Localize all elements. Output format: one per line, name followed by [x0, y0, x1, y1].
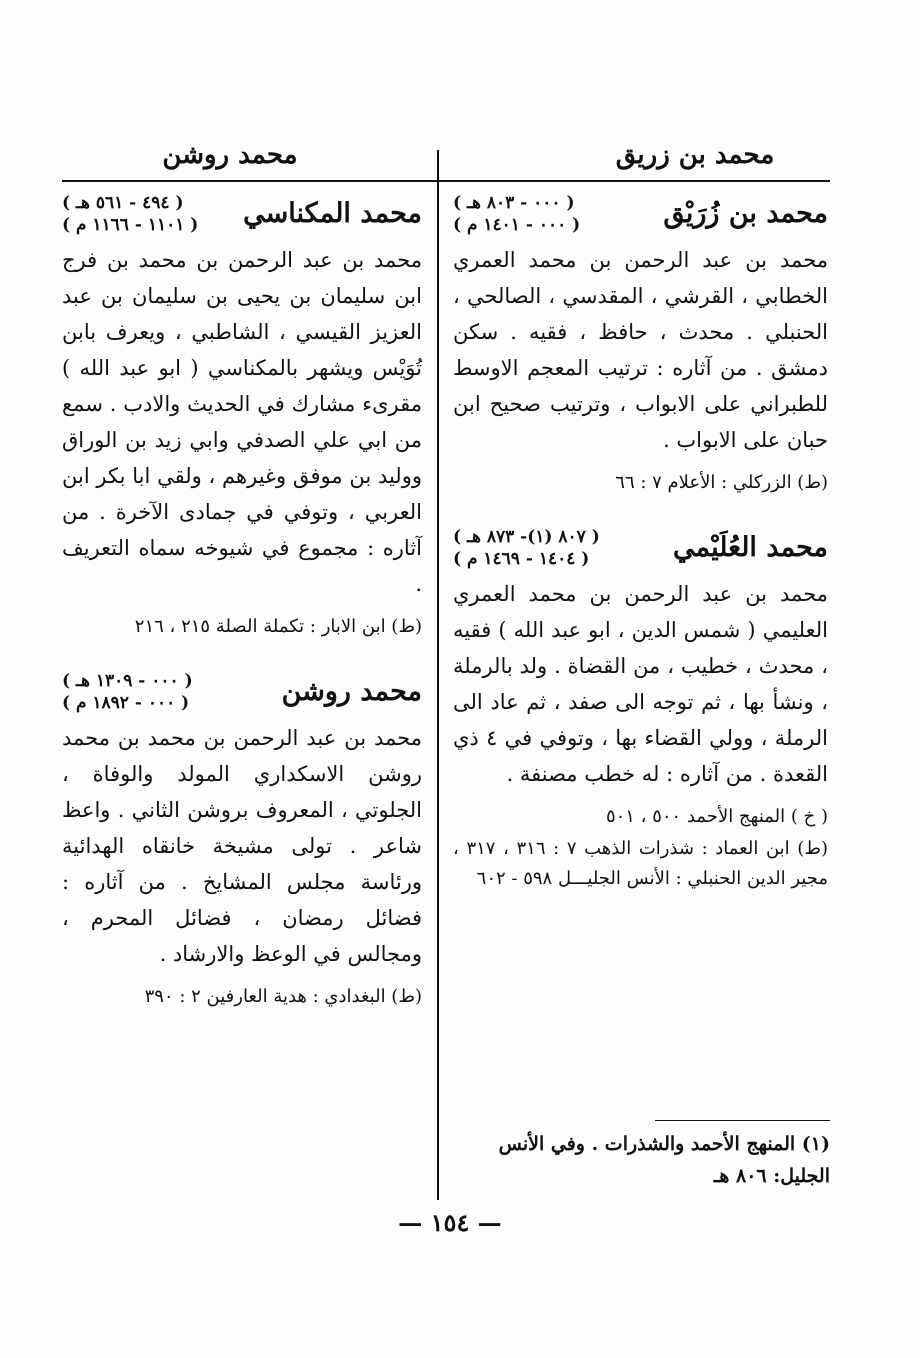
entry-title-ibn-zurayq	[453, 192, 828, 236]
entry-dates	[453, 192, 580, 236]
date-gregorian: ( ٠٠٠ - ١٤٠١ م )	[453, 215, 581, 235]
date-hijri: ( ٠٠٠ - ١٣٠٩ هـ )	[62, 671, 193, 691]
date-hijri: ( ٨٠٧ (١)- ٨٧٣ هـ )	[453, 527, 600, 547]
date-hijri: ( ٠٠٠ - ٨٠٣ هـ )	[453, 193, 575, 213]
date-gregorian: ( ٠٠٠ - ١٨٩٢ م )	[62, 693, 190, 713]
date-gregorian: ( ١١٠١ - ١١٦٦ م )	[62, 215, 199, 235]
entry-name: محمد روشن	[281, 676, 422, 707]
right-column	[453, 192, 828, 894]
entry-title-rawshan	[62, 670, 422, 714]
entry-source: (ط) ابن العماد : شذرات الذهب ٧ : ٣١٦ ، ٣١٧ ، مجير الدين الحنبلي : الأنس الجليـــل ٥٩٨ - ٦٠٢	[453, 838, 828, 889]
entry-body: محمد بن عبد الرحمن بن محمد بن فرج ابن سليمان بن يحيى بن سليمان بن عبد العزيز القيسي ، الشاطبي ، ويعرف بابن تُوَيْس ويشهر بالمكناسي ( ابو عبد الله ) مقرىء مشارك في الحديث والادب . سمع من ابي علي الصدفي وابي زيد بن الوراق ووليد بن موفق وغيرهم ، ولقي ابا بكر ابن العربي ، وتوفي في جمادى الآخرة . من آثاره : مجموع في شيوخه سماه التعريف .	[62, 248, 422, 596]
entry-body: محمد بن عبد الرحمن بن محمد العمري العليمي ( شمس الدين ، ابو عبد الله ) فقيه ، محدث ، خطيب ، من القضاة . ولد بالرملة ، ونشأ بها ، ثم توجه الى صفد ، ثم عاد الى الرملة ، وولي القضاء بها ، وتوفي في ٤ ذي القعدة . من آثاره : له خطب مصنفة .	[453, 582, 828, 786]
entry-name: محمد العُلَيْمي	[672, 532, 828, 563]
entry-source: (ط) البغدادي : هدية العارفين ٢ : ٣٩٠	[144, 986, 422, 1007]
entry-title-ulaymi	[453, 526, 828, 570]
running-header-left: محمد روشن	[162, 140, 298, 170]
entry-body: محمد بن عبد الرحمن بن محمد العمري الخطابي ، القرشي ، المقدسي ، الصالحي ، الحنبلي . محدث ، حافظ ، فقيه . سكن دمشق . من آثاره : ترتيب المعجم الاوسط للطبراني على الابواب ، وترتيب صحيح ابن حبان على الابواب .	[453, 248, 828, 452]
date-hijri: ( ٤٩٤ - ٥٦١ هـ )	[62, 193, 184, 213]
entry-name: محمد بن زُرَيْق	[663, 198, 828, 229]
left-column	[62, 192, 422, 1012]
date-gregorian: ( ١٤٠٤ - ١٤٦٩ م )	[453, 549, 590, 569]
entry-name: محمد المكناسي	[243, 198, 422, 229]
entry-dates	[62, 192, 198, 236]
footnote: (١) المنهج الأحمد والشذرات . وفي الأنس الجليل: ٨٠٦ هـ	[498, 1133, 830, 1187]
footnote-rule	[655, 1120, 830, 1121]
running-header-right: محمد بن زريق	[615, 140, 775, 170]
entry-dates	[62, 670, 193, 714]
entry-source: ( خ ) المنهج الأحمد ٥٠٠ ، ٥٠١	[605, 806, 828, 827]
entry-source: (ط) الزركلي : الأعلام ٧ : ٦٦	[615, 472, 828, 493]
entry-source: (ط) ابن الابار : تكملة الصلة ٢١٥ ، ٢١٦	[134, 616, 422, 637]
entry-title-miknasi	[62, 192, 422, 236]
column-divider	[437, 150, 439, 1200]
header-rule	[62, 180, 830, 182]
entry-dates	[453, 526, 600, 570]
entry-body: محمد بن عبد الرحمن بن محمد بن محمد روشن الاسكداري المولد والوفاة ، الجلوتي ، المعروف بروشن الثاني . واعظ شاعر . تولى مشيخة خانقاه الهدائية ورئاسة مجلس المشايخ . من آثاره : فضائل رمضان ، فضائل المحرم ، ومجالس في الوعظ والارشاد .	[62, 726, 422, 966]
page-number: — ١٥٤ —	[398, 1208, 502, 1237]
